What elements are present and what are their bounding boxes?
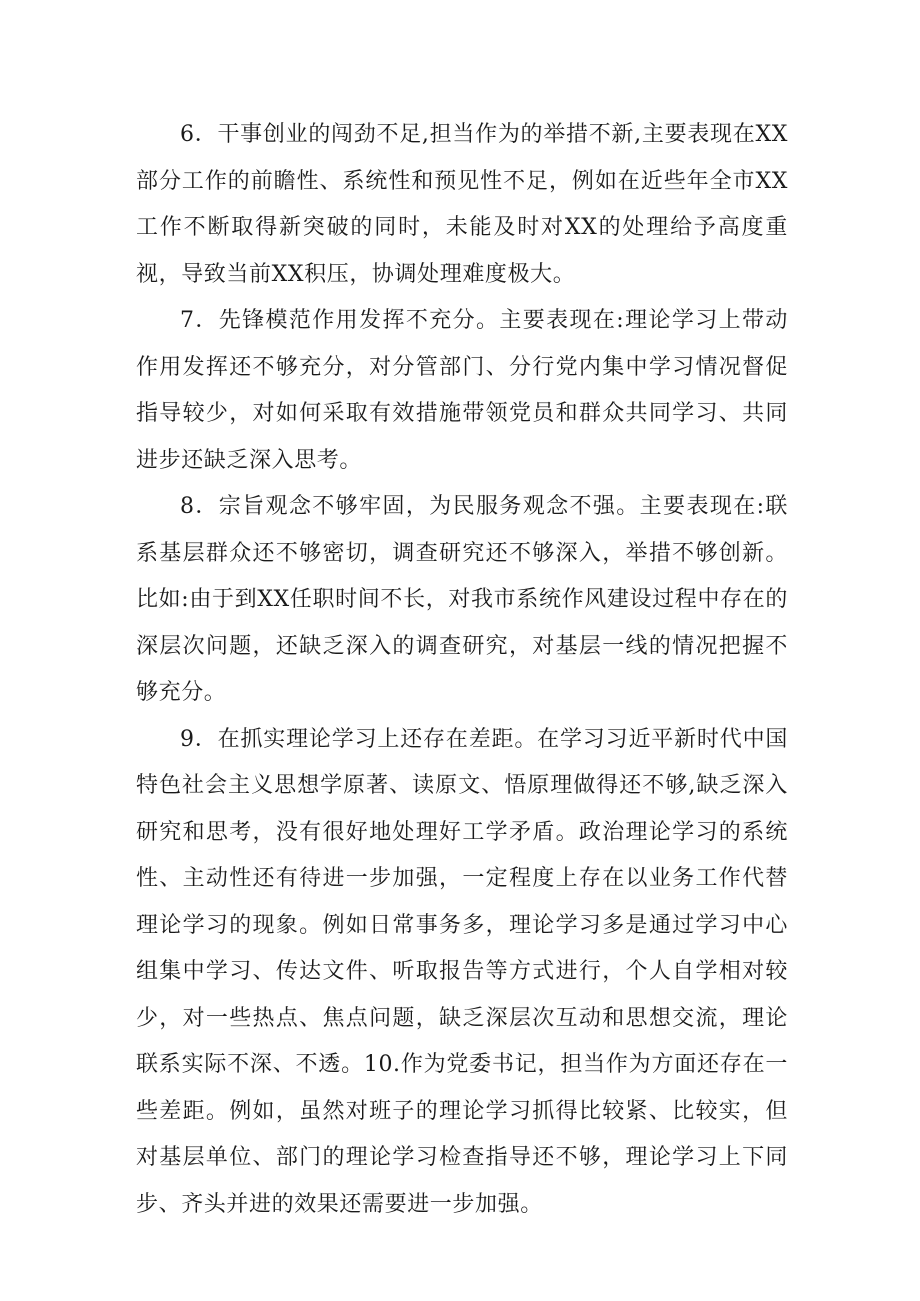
paragraph-item-8: 8．宗旨观念不够牢固，为民服务观念不强。主要表现在:联系基层群众还不够密切，调查研究还不够深入，举措不够创新。比如:由于到XX任职时间不长，对我市系统作风建设过程中存在的深层次问题，还缺乏深入的调查研究，对基层一线的情况把握不够充分。 [136,494,788,705]
paragraph-item-9: 9．在抓实理论学习上还存在差距。在学习习近平新时代中国特色社会主义思想学原著、读原文、悟原理做得还不够,缺乏深入研究和思考，没有很好地处理好工学矛盾。政治理论学习的系统性、主动性还有待进一步加强，一定程度上存在以业务工作代替理论学习的现象。例如日常事务多，理论学习多是通过学习中心组集中学习、传达文件、听取报告等方式进行，个人自学相对较少，对一些热点、焦点问题，缺乏深层次互动和思想交流，理论联系实际不深、不透。10.作为党委书记，担当作为方面还存在一些差距。例如，虽然对班子的理论学习抓得比较紧、比较实，但对基层单位、部门的理论学习检查指导还不够，理论学习上下同步、齐头并进的效果还需要进一步加强。 [136,726,788,1217]
document-body [136,112,788,1228]
paragraph-item-6: 6．干事创业的闯劲不足,担当作为的举措不新,主要表现在XX部分工作的前瞻性、系统性和预见性不足，例如在近些年全市XX工作不断取得新突破的同时，未能及时对XX的处理给予高度重视，导致当前XX积压，协调处理难度极大。 [136,122,788,287]
paragraph-item-7: 7．先锋模范作用发挥不充分。主要表现在:理论学习上带动作用发挥还不够充分，对分管部门、分行党内集中学习情况督促指导较少，对如何采取有效措施带领党员和群众共同学习、共同进步还缺乏深入思考。 [136,308,788,473]
